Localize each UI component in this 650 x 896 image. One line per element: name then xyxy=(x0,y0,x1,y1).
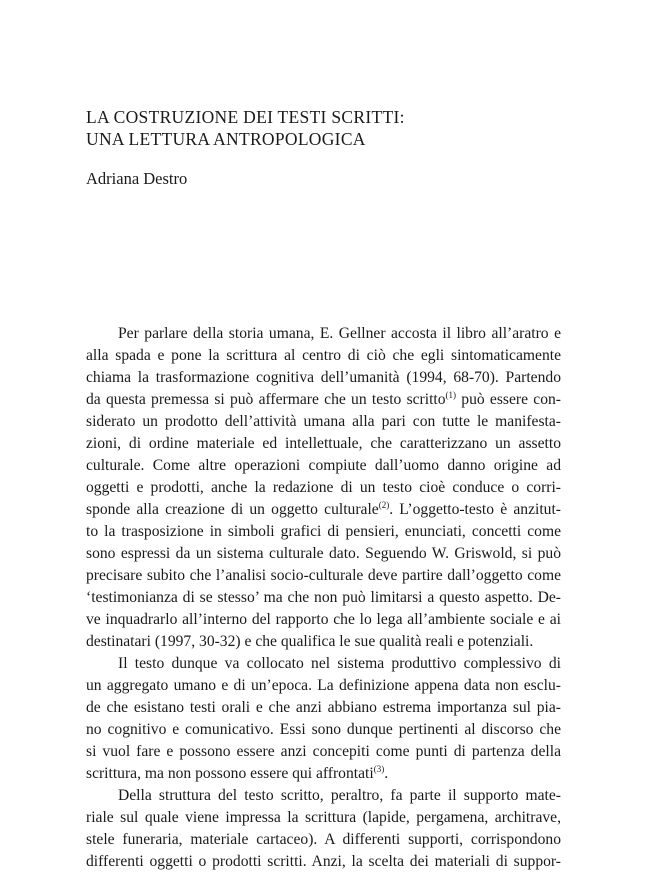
body-text xyxy=(86,323,561,873)
text-line xyxy=(86,763,561,785)
text-line: oggetti e prodotti, anche la redazione di un testo cioè conduce o corri- xyxy=(86,479,561,496)
text-line: chiama la trasformazione cognitiva dell’umanità (1994, 68-70). Partendo xyxy=(86,369,561,386)
text-line: de che esistano testi orali e che anzi abbiano estrema importanza sul pia- xyxy=(86,699,561,716)
text-line: siderato un prodotto dell’attività umana alla pari con tutte le manifesta- xyxy=(86,413,561,430)
text-line: Per parlare della storia umana, E. Gellner accosta il libro all’aratro e xyxy=(118,325,561,342)
title-line-1: LA COSTRUZIONE DEI TESTI SCRITTI: xyxy=(86,107,405,127)
text-line: un aggregato umano e di un’epoca. La definizione appena data non esclu- xyxy=(86,677,561,694)
text-line: differenti oggetti o prodotti scritti. Anzi, la scelta dei materiali di suppor- xyxy=(86,853,561,870)
text-line: Il testo dunque va collocato nel sistema produttivo complessivo di xyxy=(118,655,561,672)
text-line: Della struttura del testo scritto, peraltro, fa parte il supporto mate- xyxy=(118,787,561,804)
text-line xyxy=(86,499,561,521)
footnote-ref-1[interactable]: (1) xyxy=(445,390,457,400)
title-line-2: UNA LETTURA ANTROPOLOGICA xyxy=(86,129,366,149)
text-line: zioni, di ordine materiale ed intellettuale, che caratterizzano un assetto xyxy=(86,435,561,452)
paragraph-1 xyxy=(86,323,561,653)
text-line: sono espressi da un sistema culturale dato. Seguendo W. Griswold, si può xyxy=(86,545,561,562)
text-line: alla spada e pone la scrittura al centro di ciò che egli sintomaticamente xyxy=(86,347,561,364)
footnote-ref-3[interactable]: (3) xyxy=(373,764,385,774)
text-span: . xyxy=(384,765,389,782)
text-span: scrittura, ma non possono essere qui affrontati xyxy=(86,765,374,782)
author-name: Adriana Destro xyxy=(86,169,188,188)
document-title xyxy=(86,106,566,150)
text-span: da questa premessa si può affermare che un testo scritto xyxy=(86,391,446,408)
paragraph-2 xyxy=(86,653,561,785)
footnote-ref-2[interactable]: (2) xyxy=(378,500,390,510)
text-span: può essere con- xyxy=(461,391,561,408)
text-line: precisare subito che l’analisi socio-culturale deve partire dall’oggetto come xyxy=(86,567,561,584)
text-line: riale sul quale viene impressa la scrittura (lapide, pergamena, architrave, xyxy=(86,809,561,826)
text-span: . L’oggetto-testo è anzitut- xyxy=(389,501,561,518)
text-line: ve inquadrarlo all’interno del rapporto che lo lega all’ambiente sociale e ai xyxy=(86,611,561,628)
text-span: sponde alla creazione di un oggetto culturale xyxy=(86,501,379,518)
text-line xyxy=(86,389,561,411)
text-line: stele funeraria, materiale cartaceo). A differenti supporti, corrispondono xyxy=(86,831,561,848)
text-line: culturale. Come altre operazioni compiute dall’uomo danno origine ad xyxy=(86,457,561,474)
paragraph-3 xyxy=(86,785,561,873)
text-line: to la trasposizione in simboli grafici di pensieri, enunciati, concetti come xyxy=(86,523,561,540)
text-line: no cognitivo e comunicativo. Essi sono dunque pertinenti al discorso che xyxy=(86,721,561,738)
text-line: ‘testimonianza di se stesso’ ma che non può limitarsi a questo aspetto. De- xyxy=(86,589,561,606)
text-line: si vuol fare e possono essere anzi concepiti come punti di partenza della xyxy=(86,743,561,760)
text-line: destinatari (1997, 30-32) e che qualifica le sue qualità reali e potenziali. xyxy=(86,633,534,650)
